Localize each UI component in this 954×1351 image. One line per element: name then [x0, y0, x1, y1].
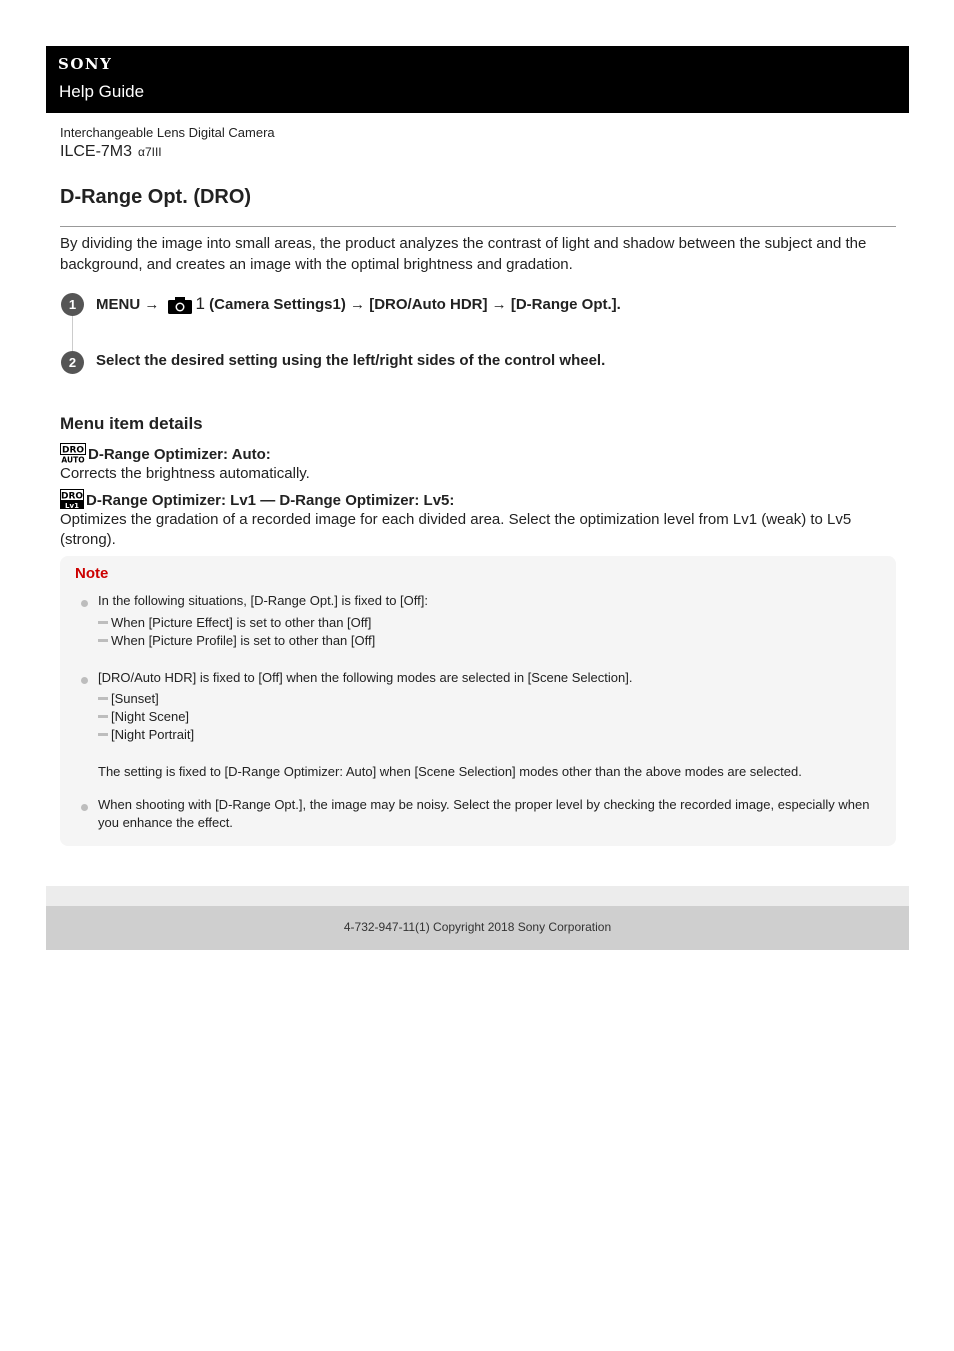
- note-item-text: In the following situations, [D-Range Opt.] is fixed to [Off]:: [98, 593, 428, 608]
- title-divider: [60, 226, 896, 227]
- step-1-text: [96, 294, 621, 318]
- note-bullet: [81, 600, 88, 607]
- step-1-suffix: (Camera Settings1) → [DRO/Auto HDR] → [D-Range Opt.].: [209, 296, 621, 313]
- step-number-2: 2: [61, 351, 84, 374]
- step-1-prefix: MENU →: [96, 296, 160, 313]
- model-name: ILCE-7M3: [60, 143, 133, 160]
- note-bullet: [81, 677, 88, 684]
- note-sub-item-text: [Night Portrait]: [111, 727, 195, 742]
- note-sub-item-text: [Sunset]: [111, 691, 159, 706]
- menu-item-title-text: D-Range Optimizer: Auto:: [88, 446, 271, 463]
- note-label: Note: [75, 565, 109, 582]
- dash-marker: [98, 733, 108, 736]
- menu-item-desc: Optimizes the gradation of a recorded image for each divided area. Select the optimization level from Lv1 (weak) to Lv5 (strong).: [60, 511, 852, 548]
- step-2-text: Select the desired setting using the left/right sides of the control wheel.: [96, 352, 606, 369]
- intro-text: By dividing the image into small areas, the product analyzes the contrast of light and shadow between the subject and the background, and creates an image with the optimal brightness and gradation.: [60, 235, 867, 273]
- model-alpha: α7III: [138, 145, 162, 159]
- svg-text:AUTO: AUTO: [61, 455, 85, 463]
- product-model: [60, 143, 162, 161]
- note-item-text: [DRO/Auto HDR] is fixed to [Off] when the following modes are selected in [Scene Selection].: [98, 670, 633, 685]
- menu-item-title-text: D-Range Optimizer: Lv1 — D-Range Optimizer: Lv5:: [86, 492, 455, 509]
- note-sub-item: [98, 727, 194, 742]
- note-sub-item-text: When [Picture Profile] is set to other than [Off]: [111, 633, 376, 648]
- camera-settings-icon-number: 1: [195, 294, 205, 313]
- header-bar: [46, 46, 909, 113]
- footer-spacer: [46, 886, 909, 906]
- dash-marker: [98, 639, 108, 642]
- help-guide-title: Help Guide: [59, 82, 145, 101]
- svg-text:DRO: DRO: [61, 445, 85, 456]
- footer: [46, 906, 909, 950]
- step-number-1: 1: [61, 293, 84, 316]
- copyright-text: 4-732-947-11(1) Copyright 2018 Sony Corporation: [343, 920, 612, 934]
- page-title: D-Range Opt. (DRO): [60, 186, 252, 208]
- svg-text:DRO: DRO: [60, 491, 84, 502]
- note-extra-text: The setting is fixed to [D-Range Optimizer: Auto] when [Scene Selection] modes other than the above modes are selected.: [98, 764, 802, 779]
- note-sub-item: [98, 615, 371, 630]
- camera-settings-icon: [168, 296, 192, 318]
- menu-details-heading: Menu item details: [60, 414, 203, 433]
- note-sub-item: [98, 691, 159, 706]
- menu-item-desc: Corrects the brightness automatically.: [60, 465, 310, 482]
- note-sub-item: [98, 633, 375, 648]
- note-sub-item: [98, 709, 189, 724]
- svg-text:Lv1: Lv1: [65, 502, 79, 509]
- note-sub-item-text: When [Picture Effect] is set to other than [Off]: [111, 615, 372, 630]
- note-sub-item-text: [Night Scene]: [111, 709, 190, 724]
- note-bullet: [81, 804, 88, 811]
- dash-marker: [98, 715, 108, 718]
- note-box: [60, 556, 896, 846]
- dash-marker: [98, 621, 108, 624]
- dash-marker: [98, 697, 108, 700]
- sony-logo: SONY: [58, 55, 113, 73]
- product-type: Interchangeable Lens Digital Camera: [60, 125, 275, 140]
- note-item-text: When shooting with [D-Range Opt.], the image may be noisy. Select the proper level by checking the recorded image, especially when you enhance the effect.: [98, 797, 870, 830]
